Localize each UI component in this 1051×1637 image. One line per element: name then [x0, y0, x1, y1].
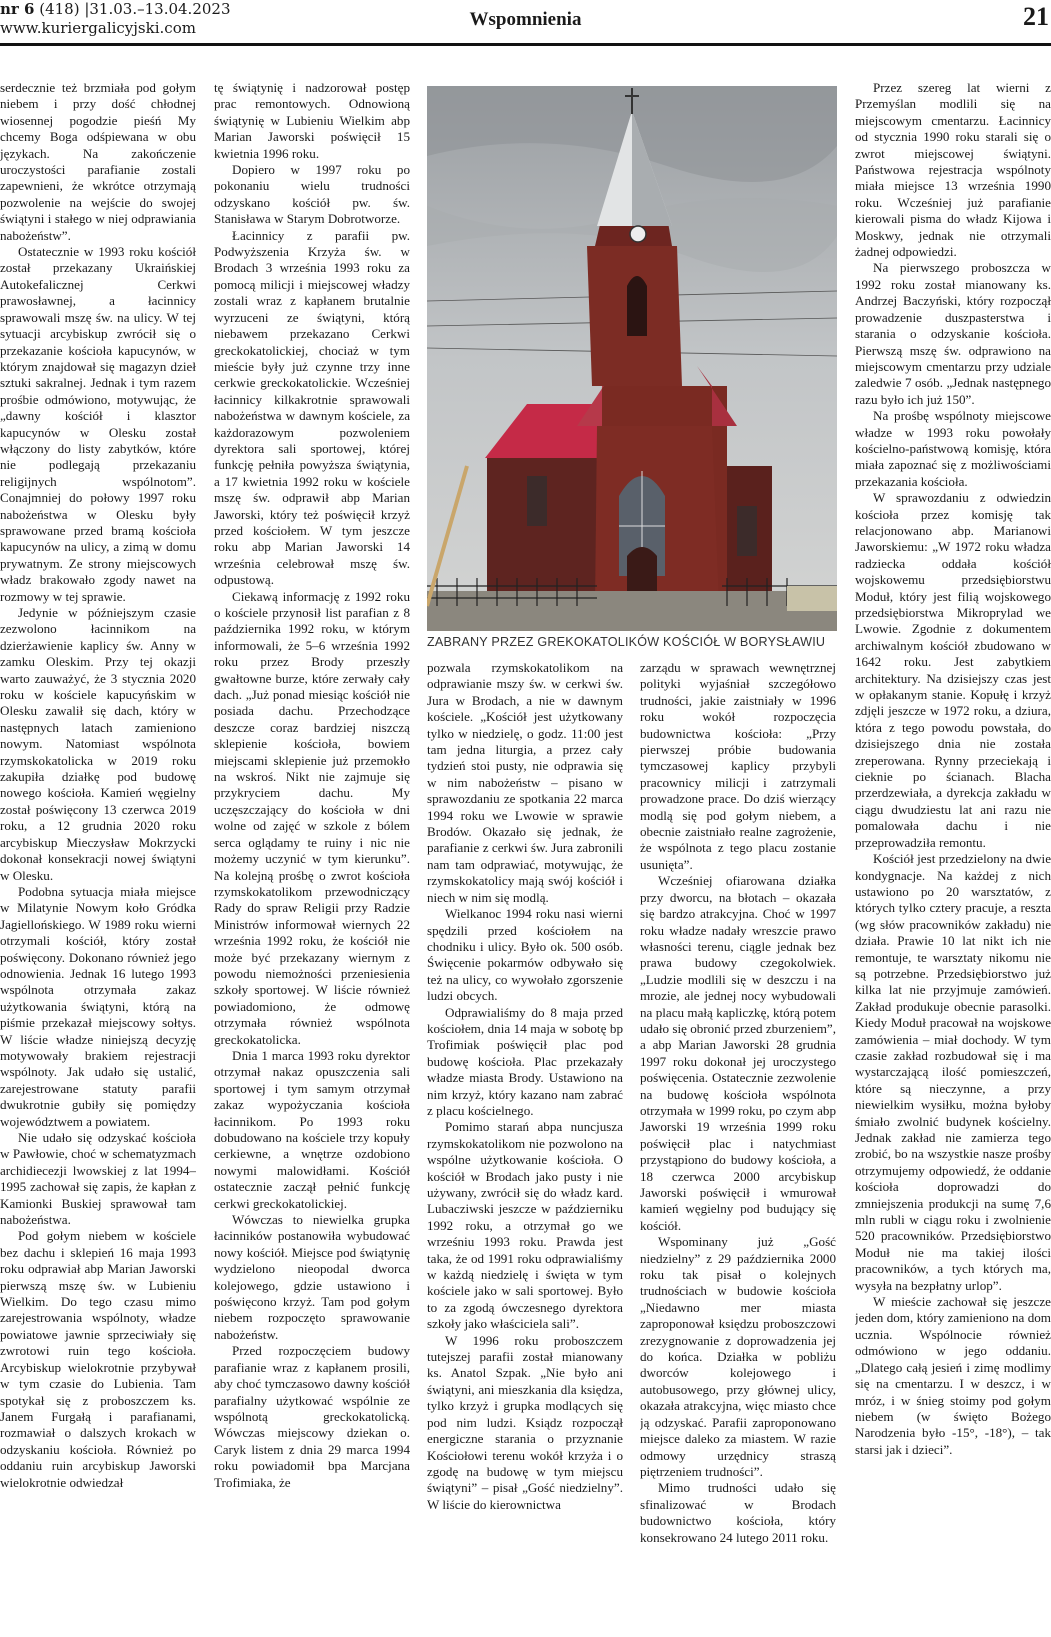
- church-photo: [427, 86, 837, 631]
- paragraph: Kościół jest przedzielony na dwie kondygnacje. Na każdej z nich ustawiono po 20 warsztatów, z których tylko cztery pracuje, a reszta (wg słów pracowników zakładu) nie działa. Prawie 10 lat nikt ich nie remontuje, te warsztaty nikomu nie są potrzebne. Przedsiębiorstwo już kilka lat nie przyjmuje zamówień. Zakład produkuje obecnie parasolki. Kiedy Moduł pracował na wojskowe zamówienia – miał dochody. W tym czasie zakład rozbudował się i ma wystarczającą ilość pomieszczeń, które są nieczynne, a przy niewielkim wysiłku, można byłoby śmiało zwolnić budynek kościelny. Jednak zakład nie zamierza tego zrobić, bo na wszystkie nasze prośby otrzymujemy odpowiedź, że oddanie kościoła doprowadzi do zmniejszenia produkcji na sumę 7,6 mln rubli w ciągu roku i zwolnienie 520 pracowników. Przedsiębiorstwo Moduł nie ma takiej ilości pracowników, a tych których ma, wysyła na bezpłatny urlop”.: [855, 851, 1051, 1293]
- page-header: [0, 0, 1051, 44]
- paragraph: Ciekawą informację z 1992 roku o kościele przynosił list parafian z 8 października 1992 roku, w którym informowali, że 5–6 września 1992 roku przez Brody przeszły gwałtowne burze, które zerwały cały dach. „Już ponad miesiąc kościół nie posiada dachu. Przechodzące deszcze coraz bardziej niszczą sklepienie kościoła, bowiem miejscami sklepienie już przemokło na wskroś. Nikt nie zajmuje się przykryciem dachu. My uczęszczający do kościoła w dni wolne od zajęć w szkole z bólem serca oglądamy te ruiny i nic nie możemy uczynić w tym kierunku”. Na kolejną prośbę o zwrot kościoła rzymskokatolikom przewodniczący Rady do spraw Religii przy Radzie Ministrów informował wiernych 22 września 1992 roku, że kościół nie może być przekazany wiernym z powodu niemożności przeniesienia szkoły sportowej. W liście również powiadomiono, że odmowę otrzymała również wspólnota greckokatolicka.: [214, 588, 410, 1047]
- section-title: Wspomnienia: [469, 9, 582, 30]
- paragraph: Pomimo starań abpa nuncjusza rzymskokatolikom nie pozwolono na wspólne użytkowanie kościoła. O kościół w Brodach jako pusty i nie używany, zwrócił się do władz kard. Lubacziwski jeszcze w październiku 1992 roku, a otrzymał go we wrześniu 1993 roku. Prawda jest taka, że od 1991 roku odprawialiśmy w każdą niedzielę i święta w tym kościele jako w sali sportowej. Było to za zgodą ówczesnego dyrektora szkoły jako właściciela sali”.: [427, 1119, 623, 1332]
- paragraph: pozwala rzymskokatolikom na odprawianie mszy św. w cerkwi św. Jura w Brodach, a nie w dawnym kościele. „Kościół jest użytkowany tylko w niedzielę, o godz. 11:00 jest tam jedna liturgia, a przez cały tydzień stoi pusty, nie odprawia się w nim nabożeństw – pisano w sprawozdaniu ze spotkania 22 marca 1994 roku we Lwowie w sprawie Brodów. Okazało się jednak, że parafianie z cerkwi św. Jura zabronili nam tam odprawiać, motywując, że rzymskokatolicy mają swój kościół i niech w nim się modlą.: [427, 660, 623, 905]
- photo-caption: ZABRANY PRZEZ GREKOKATOLIKÓW KOŚCIÓŁ W BORYSŁAWIU: [427, 635, 826, 649]
- paragraph: W sprawozdaniu z odwiedzin kościoła przez komisję tak relacjonowano abp. Marianowi Jaworskiemu: „W 1972 roku władza radziecka oddała kościół wojskowemu przedsiębiorstwu Moduł, który jest filią wojskowego przedsiębiorstwa Mikroprylad we Lwowie. Zgodnie z dokumentem archiwalnym kościół zbudowano w 1642 roku. Jest zabytkiem architektury. Na dzisiejszy czas jest w opłakanym stanie. Kopułę i krzyż zdjęli jeszcze w 1972 roku, a dziura, która z tego powodu powstała, do dzisiejszego dnia nie została zreperowana. Rynny przeciekają i cieknie po ścianach. Blacha przerdzewiała, a dyrekcja zakładu w ciągu dwudziestu lat ani razu nie pomalowała dachu i nie przeprowadziła remontu.: [855, 490, 1051, 850]
- paragraph: Na pierwszego proboszcza w 1992 roku został mianowany ks. Andrzej Baczyński, który rozpoczął prowadzenie duszpasterstwa i starania o odzyskanie kościoła. Pierwszą mszę św. odprawiono na miejscowym cmentarzu przy udziale zaledwie 7 osób. „Jednak następnego razu było ich już 150”.: [855, 260, 1051, 407]
- paragraph: Odprawialiśmy do 8 maja przed kościołem, dnia 14 maja w sobotę bp Trofimiak poświęcił plac pod budowę kościoła. Plac przekazały władze miasta Brody. Ustawiono na nim krzyż, który kazano nam zabrać z placu kościelnego.: [427, 1004, 623, 1118]
- header-rule: [0, 43, 1051, 46]
- paragraph: Podobna sytuacja miała miejsce w Milatynie Nowym koło Gródka Jagiellońskiego. W 1989 roku wierni otrzymali kościół, który został poświęcony. Dokonano również jego odnowienia. Jednak 16 lutego 1993 wspólnota otrzymała zakaz użytkowania świątyni, którą na piśmie przekazał miejscowy sołtys. W liście władze niniejszą decyzję motywowały brakiem rejestracji wspólnoty. Jak udało się ustalić, zarejestrowane statuty parafii dwukrotnie gubiły się pomiędzy województwem a powiatem.: [0, 883, 196, 1129]
- paragraph: tę świątynię i nadzorował postęp prac remontowych. Odnowioną świątynię w Lubieniu Wielkim abp Marian Jaworski poświęcił 15 kwietnia 1996 roku.: [214, 80, 410, 161]
- paragraph: Jedynie w późniejszym czasie zezwolono łacinnikom na dzierżawienie kaplicy św. Anny w zamku Oleskim. Przy tej okazji warto zauważyć, że 3 stycznia 2020 roku w kościele kapucyńskim w Olesku zawalił się dach, który w następnych latach zamieniono nowym. Natomiast wspólnota rzymskokatolicka w 2019 roku zakupiła działkę pod budowę nowego kościoła. Kamień węgielny został poświęcony 13 czerwca 2019 roku, a 12 grudnia 2020 roku arcybiskup Mieczysław Mokrzycki dokonał konsekracji nowej świątyni w Olesku.: [0, 605, 196, 883]
- paragraph: Ostatecznie w 1993 roku kościół został przekazany Ukraińskiej Autokefalicznej Cerkwi prawosławnej, a łacinnicy sprawowali mszę św. na ulicy. W tej sytuacji arcybiskup zwrócił się o przekazanie kościoła kapucynów, w którym znajdował się magazyn dzieł sztuki sakralnej. Jednak i tym razem prośbie odmówiono, motywując, że „dawny kościół i klasztor kapucynów w Olesku został włączony do listy zabytków, które nie podlegają przekazaniu religijnych wspólnotom”. Conajmniej do połowy 1997 roku nabożeństwa w Olesku były sprawowane przed bramą kościoła kapucynów na ulicy, a zimą w domu prywatnym. Ze strony miejscowych władz brakowało zgody nawet na rozmowy w tej sprawie.: [0, 244, 196, 604]
- paragraph: Nie udało się odzyskać kościoła w Pawłowie, choć w schematyzmach archidiecezji lwowskiej z lat 1994–1995 zachował się zapis, że kapłan z Kamionki Buskiej sprawował tam nabożeństwa.: [0, 1130, 196, 1228]
- church-photo-icon: [427, 86, 837, 631]
- page-number: 21: [1023, 2, 1049, 31]
- article-column-2: [214, 80, 410, 1635]
- article-column-5: [855, 80, 1051, 1635]
- paragraph: W 1996 roku proboszczem tutejszej parafii został mianowany ks. Anatol Szpak. „Nie było ani świątyni, ani mieszkania dla księdza, tylko krzyż i grupka modlących się pod nim ludzi. Ksiądz rozpoczął energiczne starania o przyznanie Kościołowi terenu wokół krzyża i o zgodę na budowę w tym miejscu świątyni” – pisał „Gość niedzielny”. W liście do kierownictwa: [427, 1332, 623, 1512]
- issue-number: nr 6 (418) |31.03.–13.04.2023: [0, 0, 231, 18]
- article-column-1: [0, 80, 196, 1635]
- paragraph: Pod gołym niebem w kościele bez dachu i sklepień 16 maja 1993 roku odprawiał abp Marian Jaworski pierwszą mszę św. w Lubieniu Wielkim. Do tego czasu mimo zarejestrowania wspólnoty, władze powiatowe jawnie sprzeciwiały się zwrotowi ruin tego kościoła. Arcybiskup wielokrotnie przybywał w tym czasie do Lubienia. Tam spotykał się z proboszczem ks. Janem Furgałą i parafianami, rozmawiał o dalszych krokach w odzyskaniu kościoła. Również po oddaniu ruin arcybiskup Jaworski wielokrotnie odwiedzał: [0, 1228, 196, 1490]
- issue-date: (418) |31.03.–13.04.2023: [34, 0, 231, 18]
- paragraph: Wielkanoc 1994 roku nasi wierni spędzili przed kościołem na chodniku i ulicy. Było ok. 500 osób. Święcenie pokarmów odbywało się też na ulicy, co wywołało zgorszenie ludzi obcych.: [427, 906, 623, 1004]
- paragraph: Mimo trudności udało się sfinalizować w Brodach budownictwo kościoła, który konsekrowano 24 lutego 2011 roku.: [640, 1480, 836, 1545]
- paragraph: W mieście zachował się jeszcze jeden dom, który zamieniono na dom ucznia. Wspólnocie również odmówiono w jego oddaniu. „Dlatego całą jesień i zimę modlimy się na cmentarzu. I w deszcz, i w mróz, i w śnieg stoimy pod gołym niebem (w święto Bożego Narodzenia było -15°, -18°), – tak starsi jak i dzieci”.: [855, 1294, 1051, 1457]
- paragraph: Przed rozpoczęciem budowy parafianie wraz z kapłanem prosili, aby choć tymczasowo dawny kościół parafialny użytkować wspólnie ze wspólnotą greckokatolicką. Wówczas miejscowy dziekan o. Caryk listem z dnia 29 marca 1994 roku powiadomił bpa Marcjana Trofimiaka, że: [214, 1343, 410, 1490]
- paragraph: Wówczas to niewielka grupka łacinników postanowiła wybudować nowy kościół. Miejsce pod świątynię wydzielono nieopodal dworca kolejowego, gdzie ustawiono i poświęcono krzyż. Tam pod gołym niebem rozpoczęto sprawowanie nabożeństw.: [214, 1212, 410, 1342]
- paragraph: serdecznie też brzmiała pod gołym niebem i przy dość chłodnej wiosennej pogodzie pieśń My chcemy Boga odśpiewana w obu językach. Na zakończenie uroczystości parafianie zostali zapewnieni, że wkrótce otrzymają pozwolenie na wejście do swojej świątyni i stałego w niej odprawiania nabożeństw”.: [0, 80, 196, 243]
- paragraph: Dopiero w 1997 roku po pokonaniu wielu trudności odzyskano kościół pw. św. Stanisława w Starym Dobrotworze.: [214, 162, 410, 227]
- paragraph: zarządu w sprawach wewnętrznej polityki wyjaśniał szczegółowo trudności, jakie zaistniały w 1996 roku wokół rozpoczęcia budownictwa kościoła: „Przy pierwszej próbie budowania tymczasowej kaplicy przybyli pracownicy milicji i zatrzymali prowadzone prace. Do dziś wierzący modlą się pod gołym niebem, a obecnie zaistniało realne zagrożenie, że wspólnota z tego placu zostanie usunięta”.: [640, 660, 836, 872]
- paragraph: Wspominany już „Gość niedzielny” z 29 października 2000 roku tak pisał o kolejnych trudnościach w budowie kościoła „Niedawno mer miasta zaproponował księdzu proboszczowi zrezygnowanie z doprowadzenia jej do końca. Działka w pobliżu dworców kolejowego i autobusowego, przy głównej ulicy, okazała atrakcyjna, więc miasto chce ją odzyskać. Parafii zaproponowano miejsce daleko za miastem. W razie odmowy urzędnicy straszą piętrzeniem trudności”.: [640, 1234, 836, 1479]
- site-url[interactable]: www.kuriergalicyjski.com: [0, 19, 196, 37]
- paragraph: Łacinnicy z parafii pw. Podwyższenia Krzyża św. w Brodach 3 września 1993 roku za pomocą milicji i miejscowej władzy zostali wraz z kapłanem brutalnie wyrzuceni ze świątyni, którą niebawem przekazano Cerkwi greckokatolickiej, chociaż w tym mieście były już czynne trzy inne cerkwie greckokatolickie. Wcześniej łacinnicy kilkakrotnie sprawowali nabożeństwa w dawnym kościele, za każdorazowym pozwoleniem dyrektora sali sportowej, której funkcję pełniła powyższa świątynia, a 17 kwietnia 1992 roku w kościele mszę św. odprawił abp Marian Jaworski, który też poświęcił krzyż przed kościołem. W tym jeszcze roku abp Marian Jaworski 14 września celebrował mszę św. odpustową.: [214, 227, 410, 588]
- paragraph: Dnia 1 marca 1993 roku dyrektor otrzymał nakaz opuszczenia sali sportowej i tym samym otrzymał zakaz wypożyczania kościoła łacinnikom. Po 1993 roku dobudowano na kościele trzy kopuły cerkiewne, a wnętrze ozdobiono nowymi malowidłami. Kościół ostatecznie zaczął pełnić funkcję cerkwi greckokatolickiej.: [214, 1047, 410, 1211]
- paragraph: Wcześniej ofiarowana działka przy dworcu, na błotach – okazała się bardzo atrakcyjna. Choć w 1997 roku władze nadały wreszcie prawo własności terenu, ciągle jednak bez prawa budowy czegokolwiek. „Ludzie modlili się w deszczu i na mrozie, ale jednej nocy wybudowali na placu małą kapliczkę, którą potem udało się obronić przed zburzeniem”, a abp Marian Jaworski 28 grudnia 1997 roku dokonał jej uroczystego poświęcenia. Ostatecznie zezwolenie na budowę kościoła wspólnota otrzymała w 1999 roku, po czym abp Jaworski 19 września 1999 roku poświęcił plac i natychmiast przystąpiono do budowy kościoła, a 18 czerwca 2000 arcybiskup Jaworski poświęcił i wmurował kamień węgielny pod budujący się kościół.: [640, 873, 836, 1233]
- article-column-3: [427, 660, 623, 1635]
- article-column-4: [640, 660, 836, 1635]
- paragraph: Na prośbę wspólnoty miejscowe władze w 1993 roku powołały kościelno-państwową komisję, która miała zapoznać się z możliwościami przekazania kościoła.: [855, 408, 1051, 489]
- paragraph: Przez szereg lat wierni z Przemyślan modlili się na miejscowym cmentarzu. Łacinnicy od stycznia 1990 roku starali się o zwrot miejscowej świątyni. Państwowa rejestracja wspólnoty miała miejsce 13 września 1990 roku. Wcześniej już parafianie kierowali pisma do władz Kijowa i Moskwy, jednak nie otrzymali żadnej odpowiedzi.: [855, 80, 1051, 260]
